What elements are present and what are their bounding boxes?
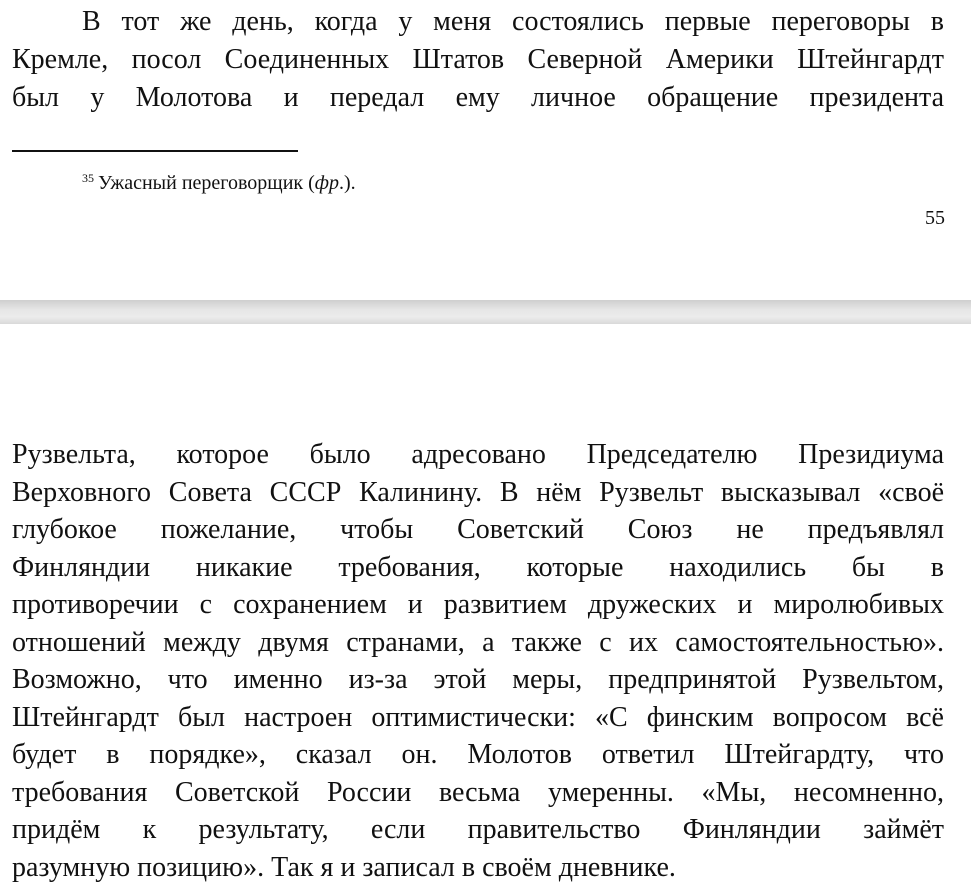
paragraph-line: отношений между двумя странами, а также с их самостоятельностью».: [12, 626, 944, 658]
top-page: [0, 0, 971, 300]
paragraph-line: Верховного Совета СССР Калинину. В нём Рузвельт высказывал «своё: [12, 476, 944, 508]
paragraph-line: будет в порядке», сказал он. Молотов ответил Штейгардту, что: [12, 739, 944, 770]
footnote: [82, 166, 356, 195]
paragraph-line: противоречии с сохранением и развитием дружеских и миролюбивых: [12, 589, 944, 620]
paragraph-line: Штейнгардт был настроен оптимистически: «С финским вопросом всё: [12, 701, 944, 733]
footnote-italic: фр: [314, 172, 339, 194]
paragraph-line: разумную позицию». Так я и записал в своём дневнике.: [12, 851, 676, 883]
paragraph-line: Кремле, посол Соединенных Штатов Северной Америки Штейнгардт: [12, 44, 944, 75]
footnote-number: 35: [82, 171, 94, 185]
footnote-text-end: .).: [338, 172, 356, 194]
top-page-paragraph: [12, 3, 944, 117]
paragraph-line: Финляндии никакие требования, которые находились бы в: [12, 551, 944, 583]
bottom-page-paragraph: [12, 436, 944, 886]
page-separator: [0, 300, 971, 324]
paragraph-line: В тот же день, когда у меня состоялись первые переговоры в: [82, 6, 944, 37]
paragraph-line: требования Советской России весьма умеренны. «Мы, несомненно,: [12, 776, 944, 808]
paragraph-line: был у Молотова и передал ему личное обращение президента: [12, 82, 944, 113]
paragraph-line: Рузвельта, которое было адресовано Председателю Президиума: [12, 439, 944, 470]
footnote-text: Ужасный переговорщик (: [98, 172, 315, 194]
paragraph-line: придём к результату, если правительство Финляндии займёт: [12, 814, 944, 845]
footnote-separator: [12, 150, 298, 152]
bottom-page: [0, 324, 971, 894]
paragraph-line: Возможно, что именно из-за этой меры, предпринятой Рузвельтом,: [12, 664, 944, 695]
page-number: 55: [925, 207, 945, 229]
paragraph-line: глубокое пожелание, чтобы Советский Союз не предъявлял: [12, 514, 944, 545]
